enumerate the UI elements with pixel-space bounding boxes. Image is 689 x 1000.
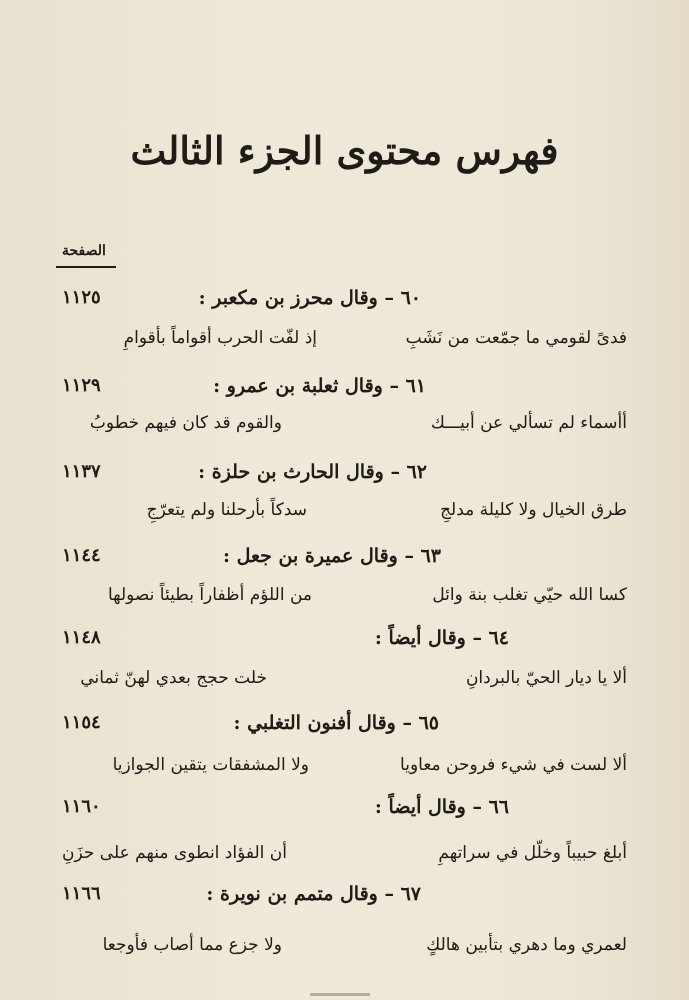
entry-page-number: ١١٤٨ xyxy=(62,627,101,648)
entry-heading-row xyxy=(0,287,689,317)
entry-heading: ٦٣ – وقال عميرة بن جعل : xyxy=(222,545,441,567)
verse-first-hemistich: أبلغ حبيباً وخلّل في سراتهمِ xyxy=(438,843,627,863)
entry-heading-row xyxy=(0,545,689,575)
verse-first-hemistich: لعمري وما دهري بتأبين هالكٍ xyxy=(426,935,627,955)
entry-page-number: ١١٣٧ xyxy=(62,461,101,482)
entry-heading-row xyxy=(0,883,689,913)
entry-heading-row xyxy=(0,627,689,657)
entry-heading-row xyxy=(0,712,689,742)
entry-heading: ٦٧ – وقال متمم بن نويرة : xyxy=(206,883,421,905)
entry-heading: ٦٦ – وقال أيضاً : xyxy=(374,796,509,818)
entry-heading: ٦٤ – وقال أيضاً : xyxy=(374,627,509,649)
verse-line xyxy=(57,500,627,526)
page-title: فهرس محتوى الجزء الثالث xyxy=(130,128,559,173)
verse-second-hemistich: ولا المشفقات يتقين الجوازيا xyxy=(112,755,309,775)
entry-heading: ٦١ – وقال ثعلبة بن عمرو : xyxy=(213,375,426,397)
verse-line xyxy=(57,668,627,694)
page-bottom-edge-mark xyxy=(310,993,370,996)
verse-second-hemistich: من اللؤم أظفاراً بطيئاً نصولها xyxy=(107,585,312,605)
verse-line xyxy=(57,328,627,354)
verse-line xyxy=(57,935,627,961)
entry-page-number: ١١٤٤ xyxy=(62,545,101,566)
entry-heading: ٦٢ – وقال الحارث بن حلزة : xyxy=(198,461,427,483)
verse-line xyxy=(57,843,627,869)
verse-second-hemistich: إذ لفّت الحرب أقواماً بأقوامِ xyxy=(123,328,317,348)
verse-first-hemistich: طرق الخيال ولا كليلة مدلجِ xyxy=(440,500,627,520)
entry-heading-row xyxy=(0,375,689,405)
verse-second-hemistich: والقوم قد كان فيهم خطوبُ xyxy=(89,413,282,433)
verse-second-hemistich: خلت حجج بعدي لهنّ ثماني xyxy=(80,668,267,688)
verse-first-hemistich: أأسماء لم تسألي عن أبيـــك xyxy=(430,413,627,433)
entry-heading-row xyxy=(0,796,689,826)
entry-heading-row xyxy=(0,461,689,491)
verse-first-hemistich: ألا لست في شيء فروحن معاويا xyxy=(400,755,627,775)
entry-page-number: ١١٢٥ xyxy=(62,287,101,308)
entry-heading: ٦٥ – وقال أفنون التغلبي : xyxy=(233,712,439,734)
verse-second-hemistich: سدكاً بأرحلنا ولم يتعرّجِ xyxy=(146,500,307,520)
entry-page-number: ١١٢٩ xyxy=(62,375,101,396)
entry-heading: ٦٠ – وقال محرز بن مكعبر : xyxy=(198,287,421,309)
verse-line xyxy=(57,585,627,611)
page-column-label: الصفحة xyxy=(62,243,106,259)
entry-page-number: ١١٦٠ xyxy=(62,796,101,817)
verse-line xyxy=(57,755,627,781)
verse-first-hemistich: فدىً لقومي ما جمّعت من نَشَبِ xyxy=(405,328,627,348)
verse-second-hemistich: أن الفؤاد انطوى منهم على حزَنِ xyxy=(62,843,287,863)
verse-line xyxy=(57,413,627,439)
verse-second-hemistich: ولا جزع مما أصاب فأوجعا xyxy=(102,935,282,955)
entry-page-number: ١١٥٤ xyxy=(62,712,101,733)
entry-page-number: ١١٦٦ xyxy=(62,883,101,904)
verse-first-hemistich: كسا الله حيّي تغلب بنة وائل xyxy=(432,585,627,605)
verse-first-hemistich: ألا يا ديار الحيّ بالبردانِ xyxy=(465,668,627,688)
